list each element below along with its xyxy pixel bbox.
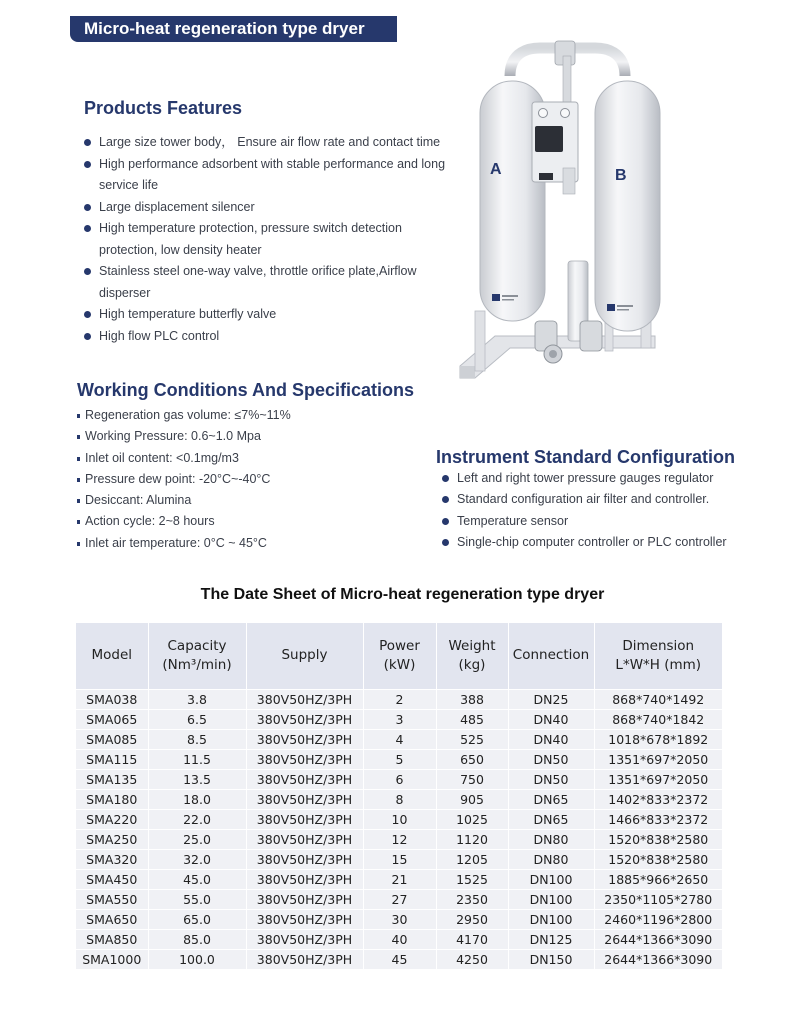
cell-weight: 905 [436,789,508,809]
cell-power: 10 [363,809,436,829]
cell-weight: 4170 [436,929,508,949]
cell-connection: DN65 [508,809,594,829]
features-item: High temperature protection, pressure switch detection protection, low density heater [84,218,454,261]
working-list [77,405,291,554]
cell-weight: 750 [436,769,508,789]
cell-supply: 380V50HZ/3PH [246,889,363,909]
cell-power: 6 [363,769,436,789]
cell-supply: 380V50HZ/3PH [246,809,363,829]
features-item: High performance adsorbent with stable performance and long service life [84,154,454,197]
features-item: Large size tower body， Ensure air flow rate and contact time [84,132,454,154]
cell-connection: DN80 [508,829,594,849]
table-row [76,869,722,889]
cell-dimension: 1351*697*2050 [594,749,722,769]
table-title: The Date Sheet of Micro-heat regeneration type dryer [200,586,605,603]
cell-power: 45 [363,949,436,969]
cell-model: SMA650 [76,909,148,929]
instrument-item: Temperature sensor [442,511,727,532]
spec-table [76,623,722,969]
cell-supply: 380V50HZ/3PH [246,749,363,769]
cell-supply: 380V50HZ/3PH [246,789,363,809]
cell-dimension: 868*740*1842 [594,709,722,729]
cell-connection: DN50 [508,769,594,789]
cell-dimension: 1885*966*2650 [594,869,722,889]
cell-dimension: 1520*838*2580 [594,849,722,869]
cell-capacity: 3.8 [148,689,246,709]
cell-supply: 380V50HZ/3PH [246,689,363,709]
cell-capacity: 11.5 [148,749,246,769]
cell-capacity: 55.0 [148,889,246,909]
table-row [76,689,722,709]
instrument-item: Single-chip computer controller or PLC controller [442,532,727,553]
table-row [76,909,722,929]
table-row [76,749,722,769]
cell-capacity: 65.0 [148,909,246,929]
cell-connection: DN40 [508,729,594,749]
table-body [76,689,722,969]
cell-supply: 380V50HZ/3PH [246,869,363,889]
cell-dimension: 2460*1196*2800 [594,909,722,929]
cell-capacity: 18.0 [148,789,246,809]
table-row [76,729,722,749]
features-item: High temperature butterfly valve [84,304,454,326]
cell-model: SMA320 [76,849,148,869]
page-banner [70,16,397,42]
cell-dimension: 2644*1366*3090 [594,949,722,969]
cell-capacity: 6.5 [148,709,246,729]
cell-connection: DN50 [508,749,594,769]
table-row [76,709,722,729]
cell-supply: 380V50HZ/3PH [246,929,363,949]
working-item: Pressure dew point: -20°C~-40°C [77,469,291,490]
cell-weight: 1205 [436,849,508,869]
cell-supply: 380V50HZ/3PH [246,729,363,749]
col-header-dimension: Dimension L*W*H (mm) [594,623,722,689]
table-row [76,789,722,809]
working-item: Working Pressure: 0.6~1.0 Mpa [77,426,291,447]
col-header-supply: Supply [246,623,363,689]
cell-weight: 525 [436,729,508,749]
brand-logo-icon [607,304,615,311]
features-list [84,132,454,347]
instrument-item: Left and right tower pressure gauges regulator [442,468,727,489]
cell-power: 8 [363,789,436,809]
tower-b-label: B [615,167,627,184]
cell-capacity: 100.0 [148,949,246,969]
cell-power: 40 [363,929,436,949]
working-heading: Working Conditions And Specifications [77,380,415,400]
cell-weight: 2350 [436,889,508,909]
cell-connection: DN100 [508,889,594,909]
cell-model: SMA250 [76,829,148,849]
cell-connection: DN100 [508,869,594,889]
banner-title: Micro-heat regeneration type dryer [84,19,365,38]
cell-power: 15 [363,849,436,869]
cell-dimension: 1466*833*2372 [594,809,722,829]
table-row [76,829,722,849]
cell-power: 4 [363,729,436,749]
cell-power: 30 [363,909,436,929]
cell-connection: DN80 [508,849,594,869]
table-row [76,769,722,789]
brand-logo-icon [492,294,500,301]
working-item: Inlet air temperature: 0°C ~ 45°C [77,533,291,554]
cell-dimension: 1402*833*2372 [594,789,722,809]
cell-dimension: 868*740*1492 [594,689,722,709]
cell-capacity: 8.5 [148,729,246,749]
cell-model: SMA115 [76,749,148,769]
table-row [76,849,722,869]
instrument-list [442,468,727,553]
cell-model: SMA850 [76,929,148,949]
cell-model: SMA550 [76,889,148,909]
cell-model: SMA065 [76,709,148,729]
working-item: Regeneration gas volume: ≤7%~11% [77,405,291,426]
cell-dimension: 1018*678*1892 [594,729,722,749]
cell-connection: DN25 [508,689,594,709]
cell-model: SMA220 [76,809,148,829]
cell-weight: 2950 [436,909,508,929]
working-item: Inlet oil content: <0.1mg/m3 [77,448,291,469]
tower-a-label: A [490,161,502,178]
cell-supply: 380V50HZ/3PH [246,769,363,789]
table-row [76,889,722,909]
cell-model: SMA085 [76,729,148,749]
cell-supply: 380V50HZ/3PH [246,909,363,929]
col-header-connection: Connection [508,623,594,689]
cell-weight: 485 [436,709,508,729]
table-row [76,809,722,829]
cell-weight: 650 [436,749,508,769]
cell-weight: 4250 [436,949,508,969]
cell-power: 21 [363,869,436,889]
cell-connection: DN125 [508,929,594,949]
cell-model: SMA038 [76,689,148,709]
cell-power: 5 [363,749,436,769]
cell-capacity: 13.5 [148,769,246,789]
cell-weight: 1025 [436,809,508,829]
cell-dimension: 2644*1366*3090 [594,929,722,949]
working-item: Desiccant: Alumina [77,490,291,511]
cell-dimension: 1351*697*2050 [594,769,722,789]
cell-capacity: 22.0 [148,809,246,829]
cell-weight: 1120 [436,829,508,849]
features-heading: Products Features [84,98,243,118]
dryer-product-image [455,36,680,386]
cell-connection: DN150 [508,949,594,969]
cell-power: 12 [363,829,436,849]
cell-supply: 380V50HZ/3PH [246,949,363,969]
cell-connection: DN40 [508,709,594,729]
features-item: High flow PLC control [84,326,454,348]
cell-capacity: 85.0 [148,929,246,949]
instrument-heading: Instrument Standard Configuration [436,447,735,467]
cell-connection: DN100 [508,909,594,929]
cell-dimension: 1520*838*2580 [594,829,722,849]
cell-capacity: 25.0 [148,829,246,849]
cell-supply: 380V50HZ/3PH [246,829,363,849]
col-header-power: Power (kW) [363,623,436,689]
features-item: Large displacement silencer [84,197,454,219]
working-item: Action cycle: 2~8 hours [77,511,291,532]
cell-model: SMA1000 [76,949,148,969]
table-header-row [76,623,722,689]
table-row [76,929,722,949]
instrument-item: Standard configuration air filter and controller. [442,489,727,510]
cell-power: 27 [363,889,436,909]
col-header-capacity: Capacity (Nm³/min) [148,623,246,689]
cell-power: 2 [363,689,436,709]
cell-power: 3 [363,709,436,729]
col-header-model: Model [76,623,148,689]
col-header-weight: Weight (kg) [436,623,508,689]
features-item: Stainless steel one-way valve, throttle orifice plate,Airflow disperser [84,261,454,304]
cell-model: SMA450 [76,869,148,889]
cell-supply: 380V50HZ/3PH [246,709,363,729]
cell-supply: 380V50HZ/3PH [246,849,363,869]
cell-connection: DN65 [508,789,594,809]
cell-capacity: 45.0 [148,869,246,889]
cell-model: SMA180 [76,789,148,809]
cell-dimension: 2350*1105*2780 [594,889,722,909]
cell-weight: 1525 [436,869,508,889]
cell-weight: 388 [436,689,508,709]
cell-model: SMA135 [76,769,148,789]
table-row [76,949,722,969]
cell-capacity: 32.0 [148,849,246,869]
